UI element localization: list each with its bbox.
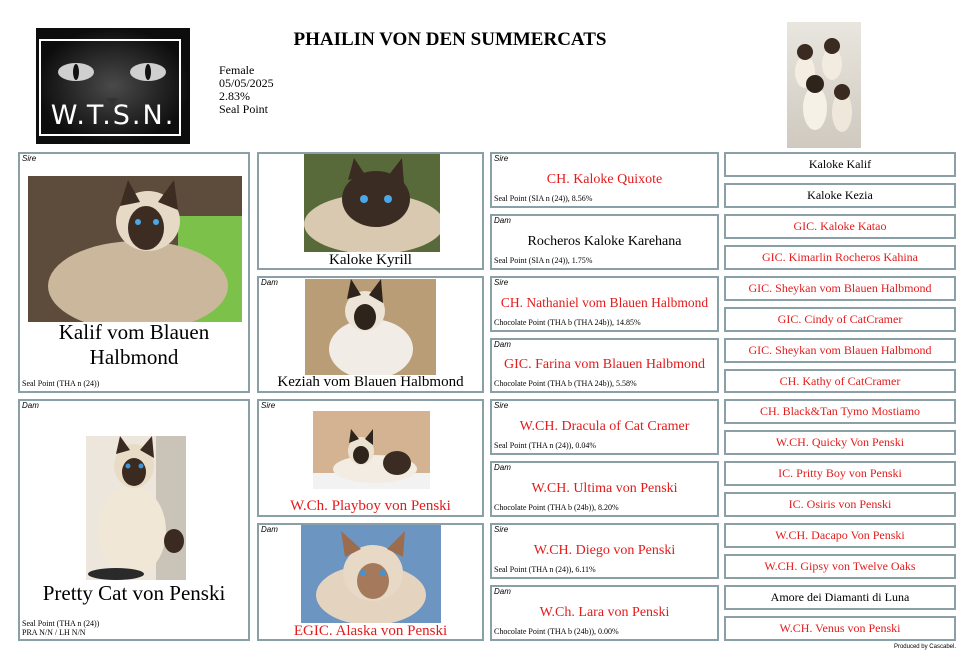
dam-details-line1: Seal Point (THA n (24)) [22, 619, 100, 628]
dam-photo [86, 436, 186, 580]
grandsire-2-photo [313, 411, 430, 489]
gen3-7-name: W.CH. Diego von Penski [533, 543, 676, 558]
dam-details [22, 619, 99, 637]
grandsire-2-tag: Sire [261, 401, 276, 410]
dam-details-line2: PRA N/N / LH N/N [22, 628, 86, 637]
gen3-4-details: Chocolate Point (THA b (THA 24b)), 5.58% [494, 379, 637, 388]
gen3-box-3 [490, 276, 719, 332]
gen3-8-details: Chocolate Point (THA b (24b)), 0.00% [494, 627, 619, 636]
gen3-box-4 [490, 338, 719, 393]
granddam-2-photo [301, 525, 441, 623]
granddam-2-tag: Dam [261, 525, 278, 534]
gen3-2-name: Rocheros Kaloke Karehana [527, 234, 682, 249]
gen4-box-1: Kaloke Kalif [724, 152, 956, 177]
header-cats-photo [787, 22, 861, 148]
grandsire-2-box [257, 399, 484, 517]
gen3-3-tag: Sire [494, 278, 509, 287]
page-title: PHAILIN VON DEN SUMMERCATS [293, 29, 607, 50]
gen3-1-tag: Sire [494, 154, 509, 163]
sire-details: Seal Point (THA n (24)) [22, 379, 100, 388]
gen3-box-2 [490, 214, 719, 270]
color-value: Seal Point [219, 102, 269, 116]
gen3-6-details: Chocolate Point (THA b (24b)), 8.20% [494, 503, 619, 512]
gen3-6-name: W.CH. Ultima von Penski [531, 481, 678, 496]
logo-text: W.T.S.N. [50, 100, 176, 131]
gen3-3-name: CH. Nathaniel vom Blauen Halbmond [500, 295, 709, 310]
gen3-box-8 [490, 585, 719, 641]
gen3-3-details: Chocolate Point (THA b (THA 24b)), 14.85% [494, 318, 641, 327]
gen3-5-tag: Sire [494, 401, 509, 410]
grandsire-1-box [257, 152, 484, 270]
gen4-box-14: W.CH. Gipsy von Twelve Oaks [724, 554, 956, 579]
dam-tag: Dam [22, 401, 39, 410]
cattery-logo [36, 28, 190, 144]
gen4-box-4: GIC. Kimarlin Rocheros Kahina [724, 245, 956, 270]
gen3-5-details: Seal Point (THA n (24)), 0.04% [494, 441, 596, 450]
gen3-7-tag: Sire [494, 525, 509, 534]
granddam-1-photo [305, 279, 436, 375]
granddam-2-box [257, 523, 484, 641]
gen3-1-name: CH. Kaloke Quixote [546, 172, 663, 187]
cat-info [219, 64, 379, 116]
sex-value: Female [219, 63, 255, 77]
granddam-2-name: EGIC. Alaska von Penski [293, 623, 448, 639]
grandsire-1-photo [304, 154, 440, 252]
gen4-box-12: IC. Osiris von Penski [724, 492, 956, 517]
footer-credit: Produced by Cascabel. [893, 644, 956, 650]
gen3-box-5 [490, 399, 719, 455]
dam-name: Pretty Cat von Penski [42, 581, 226, 605]
gen3-1-details: Seal Point (SIA n (24)), 8.56% [494, 194, 593, 203]
gen4-box-16: W.CH. Venus von Penski [724, 616, 956, 641]
gen4-box-7: GIC. Sheykan vom Blauen Halbmond [724, 338, 956, 363]
gen3-box-6 [490, 461, 719, 517]
gen3-5-name: W.CH. Dracula of Cat Cramer [519, 419, 690, 434]
granddam-1-box [257, 276, 484, 393]
granddam-1-name: Keziah vom Blauen Halbmond [277, 374, 464, 390]
coi-value: 2.83% [219, 89, 250, 103]
gen4-box-5: GIC. Sheykan vom Blauen Halbmond [724, 276, 956, 301]
gen3-8-name: W.Ch. Lara von Penski [539, 605, 670, 620]
granddam-1-tag: Dam [261, 278, 278, 287]
gen4-box-11: IC. Pritty Boy von Penski [724, 461, 956, 486]
gen4-box-10: W.CH. Quicky Von Penski [724, 430, 956, 455]
gen4-box-2: Kaloke Kezia [724, 183, 956, 208]
gen3-4-name: GIC. Farina vom Blauen Halbmond [503, 357, 706, 372]
gen4-box-8: CH. Kathy of CatCramer [724, 369, 956, 393]
gen3-box-7 [490, 523, 719, 579]
sire-tag: Sire [22, 154, 37, 163]
gen3-box-1 [490, 152, 719, 208]
gen4-box-9: CH. Black&Tan Tymo Mostiamo [724, 399, 956, 424]
sire-name: Kalif vom Blauen Halbmond [58, 320, 210, 369]
sire-box [18, 152, 250, 393]
gen3-2-details: Seal Point (SIA n (24)), 1.75% [494, 256, 593, 265]
gen3-6-tag: Dam [494, 463, 511, 472]
gen4-box-15: Amore dei Diamanti di Luna [724, 585, 956, 610]
grandsire-1-name: Kaloke Kyrill [329, 252, 412, 268]
gen4-box-13: W.CH. Dacapo Von Penski [724, 523, 956, 548]
gen3-7-details: Seal Point (THA n (24)), 6.11% [494, 565, 596, 574]
gen3-4-tag: Dam [494, 340, 511, 349]
dam-box [18, 399, 250, 641]
sire-photo [28, 176, 242, 322]
gen3-8-tag: Dam [494, 587, 511, 596]
gen4-box-6: GIC. Cindy of CatCramer [724, 307, 956, 332]
dob-value: 05/05/2025 [219, 76, 274, 90]
gen4-box-3: GIC. Kaloke Katao [724, 214, 956, 239]
gen3-2-tag: Dam [494, 216, 511, 225]
grandsire-2-name: W.Ch. Playboy von Penski [290, 498, 451, 514]
